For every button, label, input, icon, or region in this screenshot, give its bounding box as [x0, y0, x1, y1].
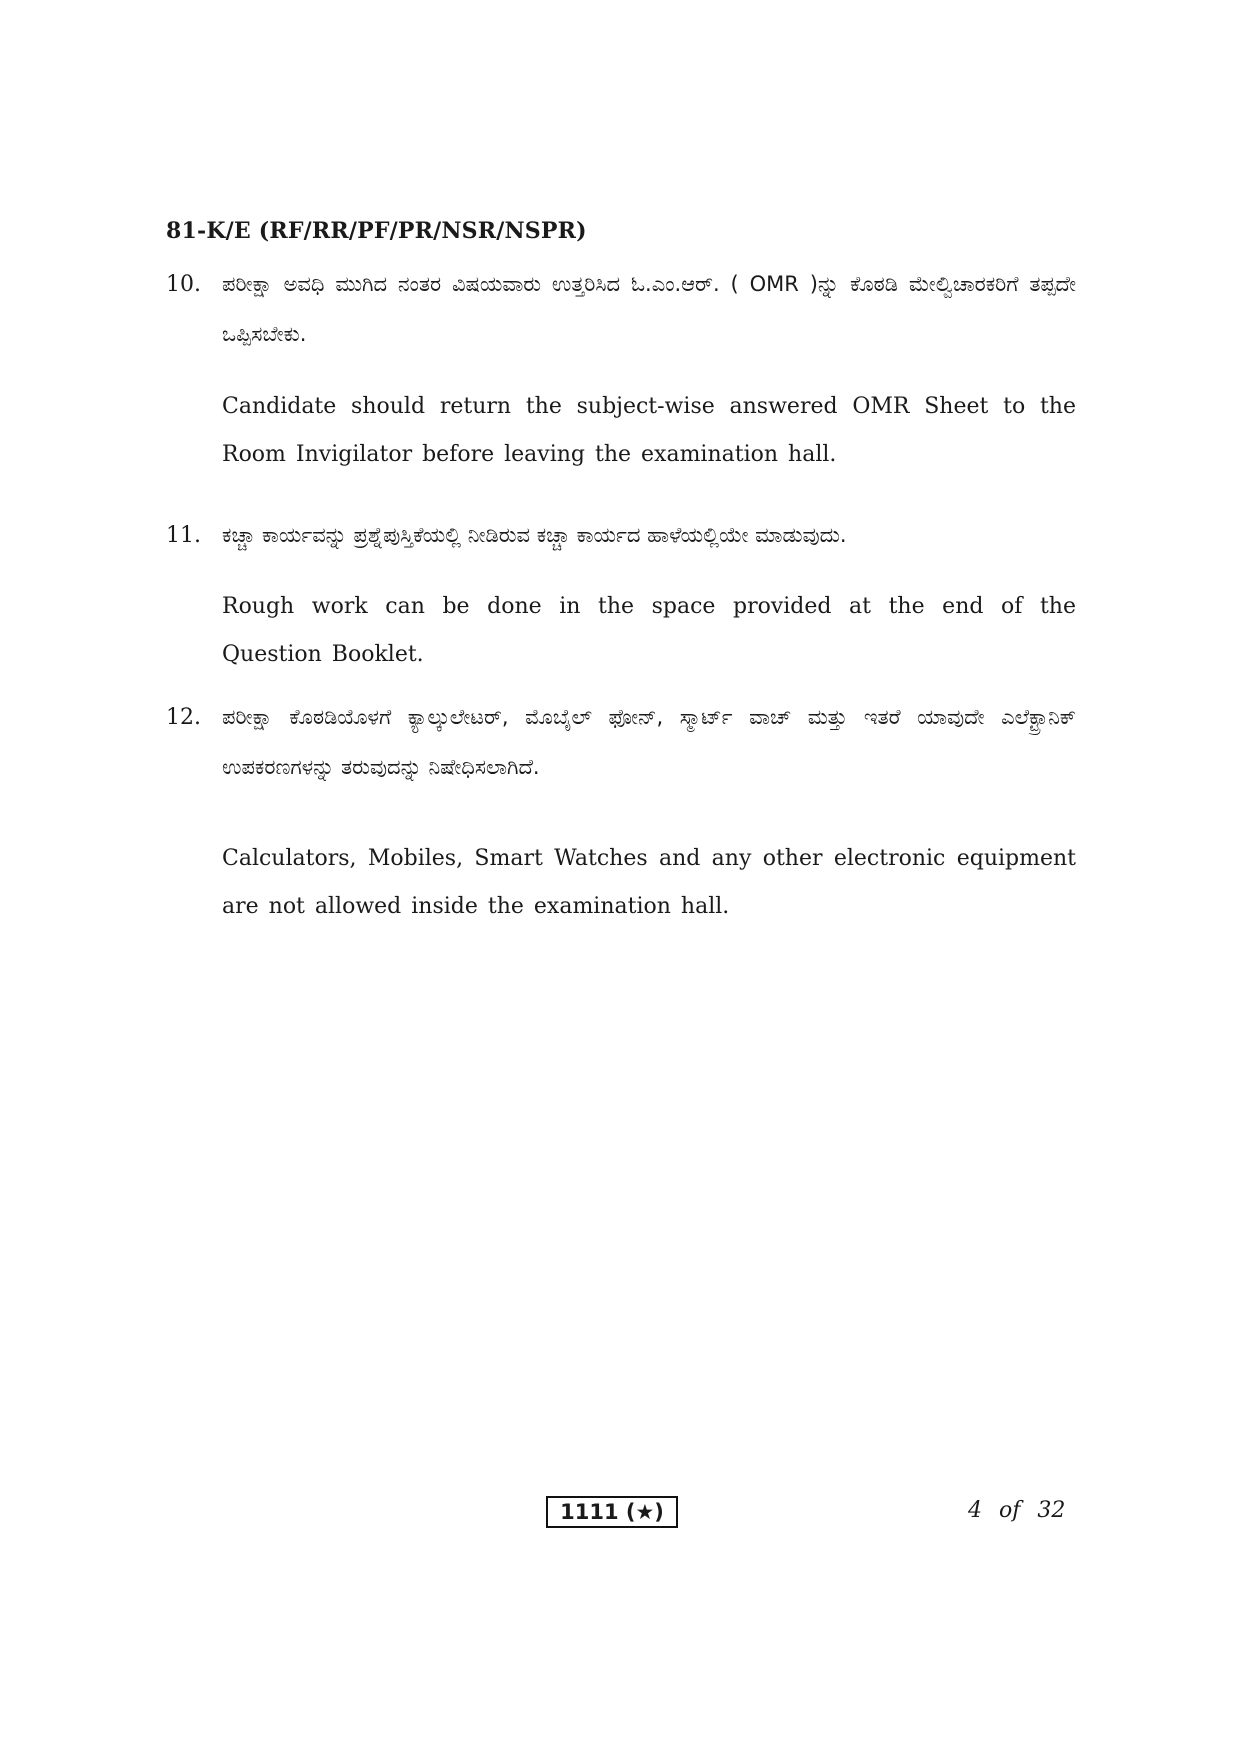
page-number: 4 of 32	[968, 1498, 1066, 1523]
instruction-english-text: Candidate should return the subject-wise answered OMR Sheet to the Room Invigilator before leaving the examination hall.	[222, 394, 1076, 467]
instruction-kannada-text: ಪರೀಕ್ಷಾ ಅವಧಿ ಮುಗಿದ ನಂತರ ವಿಷಯವಾರು ಉತ್ತರಿಸಿದ ಓ.ಎಂ.ಆರ್. ( OMR )ನ್ನು ಕೊಠಡಿ ಮೇಲ್ವಿಚಾರಕರಿಗೆ ತಪ್ಪದೇ ಒಪ್ಪಿಸಬೇಕು.	[222, 272, 1076, 346]
instruction-kannada-text: ಕಚ್ಚಾ ಕಾರ್ಯವನ್ನು ಪ್ರಶ್ನೆಪುಸ್ತಿಕೆಯಲ್ಲಿ ನೀಡಿರುವ ಕಚ್ಚಾ ಕಾರ್ಯದ ಹಾಳೆಯಲ್ಲಿಯೇ ಮಾಡುವುದು.	[222, 523, 847, 547]
instruction-number: 12.	[166, 705, 201, 730]
paper-code-header: 81-K/E (RF/RR/PF/PR/NSR/NSPR)	[166, 218, 587, 244]
instruction-english-text: Calculators, Mobiles, Smart Watches and any other electronic equipment are not allowed inside the examination hall.	[222, 846, 1076, 919]
instruction-english-text: Rough work can be done in the space provided at the end of the Question Booklet.	[222, 594, 1076, 667]
instruction-number: 11.	[166, 523, 201, 548]
instruction-kannada-text: ಪರೀಕ್ಷಾ ಕೊಠಡಿಯೊಳಗೆ ಕ್ಯಾಲ್ಕುಲೇಟರ್, ಮೊಬೈಲ್ ಫೋನ್, ಸ್ಮಾರ್ಟ್ ವಾಚ್ ಮತ್ತು ಇತರೆ ಯಾವುದೇ ಎಲೆಕ್ಟ್ರಾನಿಕ್ ಉಪಕರಣಗಳನ್ನು ತರುವುದನ್ನು ನಿಷೇಧಿಸಲಾಗಿದೆ.	[222, 705, 1076, 779]
instruction-number: 10.	[166, 272, 201, 297]
booklet-code-box: 1111 (★)	[546, 1496, 678, 1528]
